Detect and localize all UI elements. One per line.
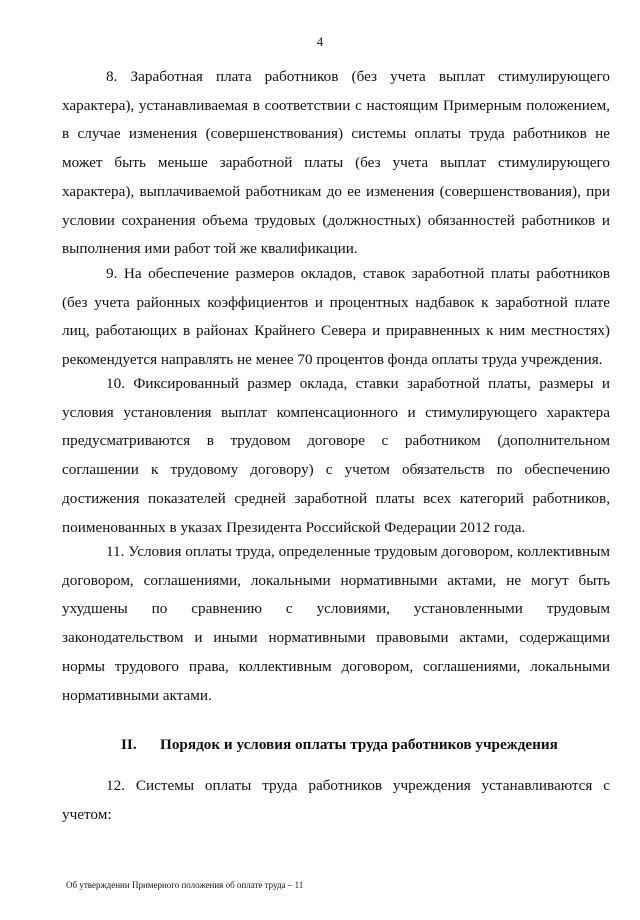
section-number: II. (121, 736, 137, 753)
section-title: Порядок и условия оплаты труда работников учреждения (160, 736, 558, 753)
footer-note: Об утверждении Примерного положения об оплате труда – 11 (66, 880, 304, 890)
paragraph-12: 12. Системы оплаты труда работников учреждения устанавливаются с учетом: (62, 777, 610, 823)
paragraph-11: 11. Условия оплаты труда, определенные трудовым договором, коллективным договором, соглашениями, локальными нормативными актами, не могут быть ухудшены по сравнению с условиями, установленными трудовым законодательством и иными нормативными правовыми актами, содержащими нормы трудового права, коллективным договором, соглашениями, локальными нормативными актами. (62, 543, 610, 704)
paragraph-10: 10. Фиксированный размер оклада, ставки заработной платы, размеры и условия установления выплат компенсационного и стимулирующего характера предусматриваются в трудовом договоре с работником (дополнительном соглашении к трудовому договору) с учетом обязательств по обеспечению достижения показателей средней заработной платы всех категорий работников, поименованных в указах Президента Российской Федерации 2012 года. (62, 375, 610, 536)
paragraph-8: 8. Заработная плата работников (без учета выплат стимулирующего характера), устанавливаемая в соответствии с настоящим Примерным положением, в случае изменения (совершенствования) системы оплаты труда работников не может быть меньше заработной платы (без учета выплат стимулирующего характера), выплачиваемой работникам до ее изменения (совершенствования), при условии сохранения объема трудовых (должностных) обязанностей работников и выполнения ими работ той же квалификации. (62, 68, 610, 258)
page-number: 4 (316, 34, 324, 49)
paragraph-9: 9. На обеспечение размеров окладов, ставок заработной платы работников (без учета районных коэффициентов и процентных надбавок к заработной плате лиц, работающих в районах Крайнего Севера и приравненных к ним местностях) рекомендуется направлять не менее 70 процентов фонда оплаты труда учреждения. (62, 265, 610, 369)
